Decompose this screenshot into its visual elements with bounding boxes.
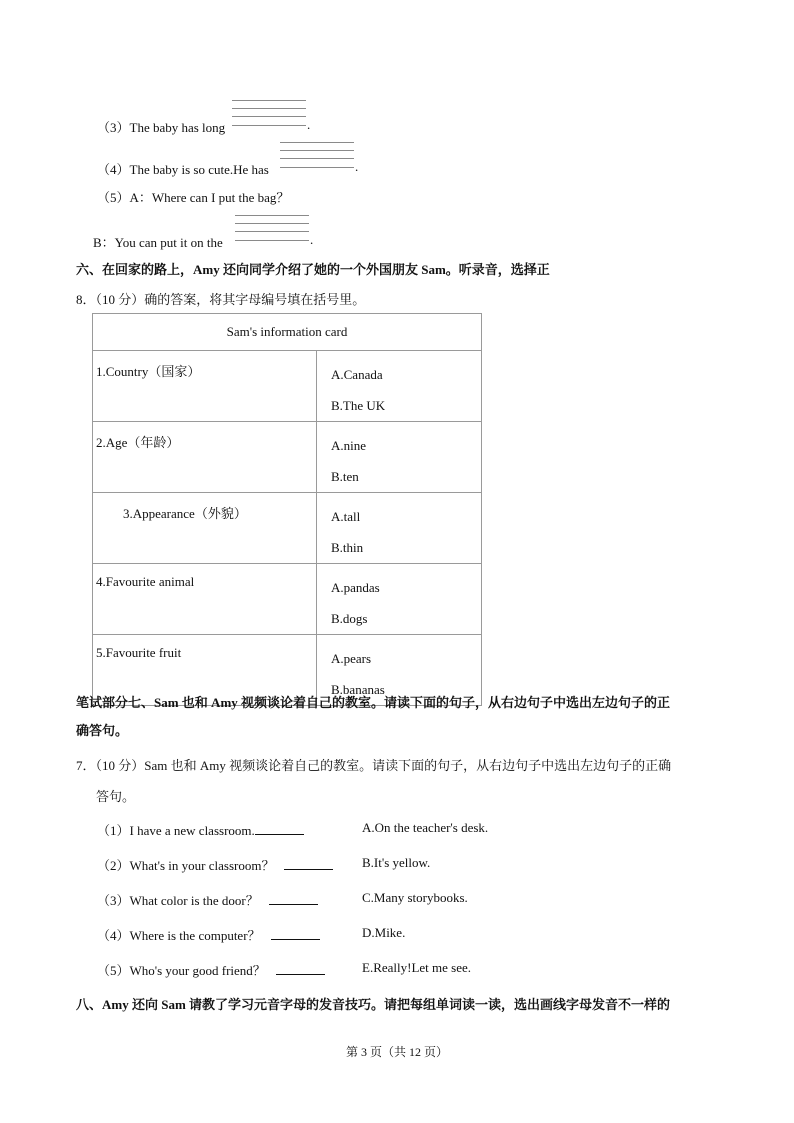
match-right-a: A.On the teacher's desk. (362, 820, 489, 835)
match-left: （3）What color is the door？ (97, 893, 259, 908)
row-label: 4.Favourite animal (93, 564, 317, 635)
question-5a: （5）A：Where can I put the bag？ (97, 190, 290, 205)
info-card-title: Sam's information card (93, 314, 482, 351)
section-7-heading-line2: 确答句。 (76, 723, 129, 738)
match-item-4 (97, 925, 320, 944)
option-b[interactable]: B.The UK (331, 398, 386, 413)
row-options (317, 422, 482, 493)
match-left: （4）Where is the computer？ (97, 928, 261, 943)
match-right-d: D.Mike. (362, 925, 406, 940)
match-item-5 (97, 960, 325, 979)
question-4-text: （4）The baby is so cute.He has (97, 162, 269, 177)
question-3-text: （3）The baby has long (97, 120, 226, 135)
section-7-heading-line1: 笔试部分七、Sam 也和 Amy 视频谈论着自己的教室。请读下面的句子，从右边句子中选出左边句子的正 (76, 695, 671, 710)
section-6-heading: 六、在回家的路上，Amy 还向同学介绍了她的一个外国朋友 Sam。听录音，选择正 (76, 262, 550, 277)
match-item-2 (97, 855, 333, 874)
four-line-grid-answer-3[interactable] (232, 100, 306, 130)
answer-blank[interactable] (284, 856, 333, 870)
match-left: （1）I have a new classroom. (97, 823, 255, 838)
option-a[interactable]: A.pears (331, 651, 372, 666)
question-5b-end: . (310, 232, 314, 247)
four-line-grid-answer-5[interactable] (235, 215, 309, 245)
match-left: （5）Who's your good friend？ (97, 963, 266, 978)
row-options (317, 351, 482, 422)
answer-blank[interactable] (255, 821, 304, 835)
match-item-3 (97, 890, 318, 909)
option-b[interactable]: B.thin (331, 540, 364, 555)
answer-blank[interactable] (276, 961, 325, 975)
question-4 (97, 159, 269, 178)
table-row (93, 493, 482, 564)
table-row (93, 422, 482, 493)
section-7-question-line2: 答句。 (96, 789, 136, 804)
answer-blank[interactable] (271, 926, 320, 940)
section-7-question-line1: 7．（10 分）Sam 也和 Amy 视频谈论着自己的教室。请读下面的句子，从右边句子中选出左边句子的正确 (76, 758, 672, 773)
option-b[interactable]: B.ten (331, 469, 359, 484)
answer-blank[interactable] (269, 891, 318, 905)
row-label: 1.Country（国家） (93, 351, 317, 422)
option-a[interactable]: A.tall (331, 509, 361, 524)
option-a[interactable]: A.nine (331, 438, 367, 453)
row-label: 2.Age（年龄） (93, 422, 317, 493)
question-4-end: . (355, 159, 359, 174)
question-3-end: . (307, 117, 311, 132)
option-a[interactable]: A.pandas (331, 580, 380, 595)
page-footer: 第 3 页（共 12 页） (345, 1045, 448, 1059)
table-row (93, 351, 482, 422)
row-options (317, 493, 482, 564)
section-8-heading: 八、Amy 还向 Sam 请教了学习元音字母的发音技巧。请把每组单词读一读，选出画线字母发音不一样的 (76, 997, 671, 1012)
table-row (93, 564, 482, 635)
row-label: 5.Favourite fruit (93, 635, 317, 706)
option-b[interactable]: B.bananas (331, 682, 385, 697)
section-6-question: 8．（10 分）确的答案，将其字母编号填在括号里。 (76, 292, 366, 307)
option-b[interactable]: B.dogs (331, 611, 368, 626)
match-right-e: E.Really!Let me see. (362, 960, 472, 975)
match-right-c: C.Many storybooks. (362, 890, 468, 905)
match-left: （2）What's in your classroom？ (97, 858, 275, 873)
row-label: 3.Appearance（外貌） (93, 493, 317, 564)
question-5b: B：You can put it on the (93, 235, 223, 250)
row-options (317, 564, 482, 635)
option-a[interactable]: A.Canada (331, 367, 383, 382)
four-line-grid-answer-4[interactable] (280, 142, 354, 172)
question-3 (97, 117, 225, 136)
match-item-1 (97, 820, 304, 839)
info-card-table (92, 313, 482, 706)
match-right-b: B.It's yellow. (362, 855, 431, 870)
